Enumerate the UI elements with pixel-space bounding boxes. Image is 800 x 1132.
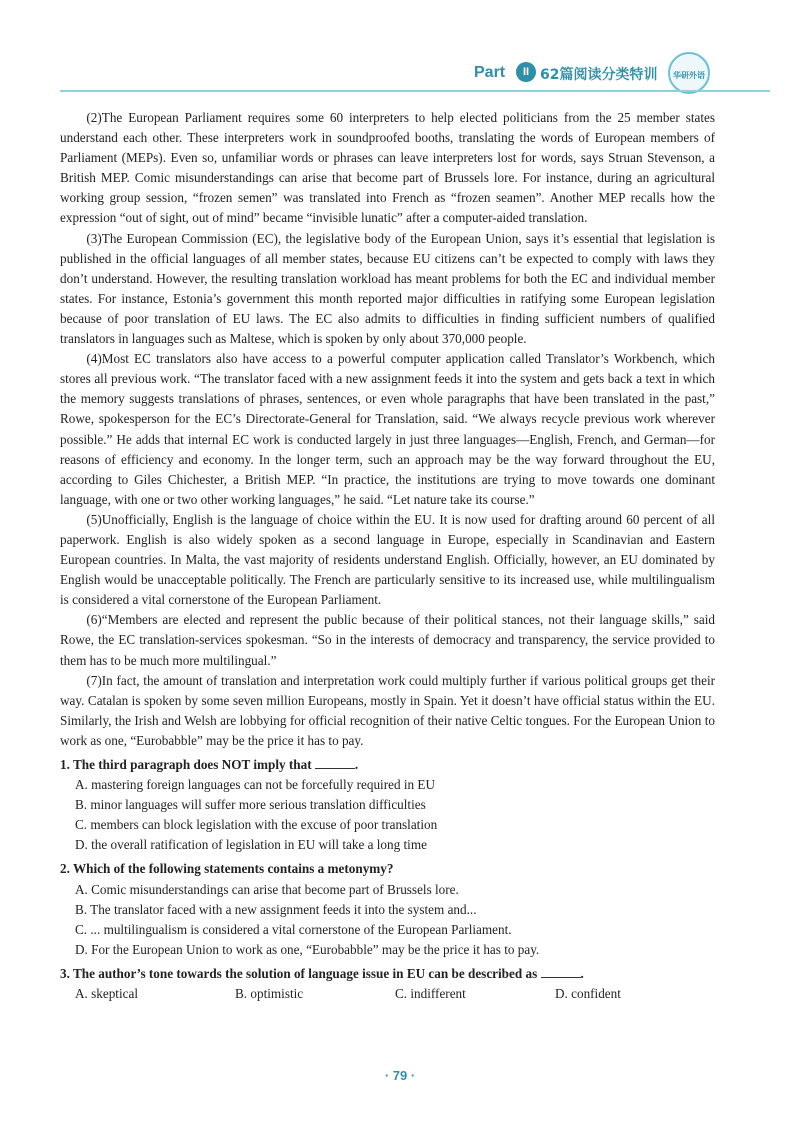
passage-content [60, 108, 715, 1004]
option-c: C. members can block legislation with the excuse of poor translation [75, 817, 438, 833]
question-stem [60, 755, 715, 775]
option-a: A. skeptical [75, 986, 138, 1002]
part-numeral-badge: II [516, 62, 536, 82]
question-text: 3. The author’s tone towards the solution of language issue in EU can be described as [60, 965, 538, 981]
part-label: Part [474, 64, 506, 81]
paragraph-6: (6)“Members are elected and represent the public because of their political stances, not their language skills,” said Rowe, the EC translation-services spokesman. “So in the interests of democracy and transparency, the service provided to them has to be much more multilingual.” [60, 612, 715, 668]
paragraph-7: (7)In fact, the amount of translation and interpretation work could multiply further if various political groups get their way. Catalan is spoken by some seven million Europeans, mostly in Spain. Yet it doesn’t have official status within the EU. Similarly, the Irish and Welsh are lobbying for official recognition of their native Celtic tongues. For the European Union to work as one, “Eurobabble” may be the price it has to pay. [60, 672, 715, 748]
question-stem [60, 964, 715, 984]
answer-blank [315, 757, 355, 769]
question-end: . [580, 965, 584, 981]
option-c: C. ... multilingualism is considered a vital cornerstone of the European Parliament. [75, 921, 512, 937]
publisher-logo [668, 52, 710, 94]
question-1 [60, 755, 715, 855]
question-3 [60, 964, 715, 1004]
option-a: A. mastering foreign languages can not be forcefully required in EU [75, 777, 435, 793]
option-d: D. confident [555, 986, 621, 1002]
option-b: B. minor languages will suffer more serious translation difficulties [75, 797, 426, 813]
answer-blank [541, 966, 581, 978]
paragraph-3: (3)The European Commission (EC), the legislative body of the European Union, says it’s essential that legislation is published in the official languages of all member states, because EU citizens can’t be expected to comply with laws they don’t understand. However, the resulting translation workload has meant problems for both the EC and individual member states. For instance, Estonia’s government this month reported major difficulties in ratifying some European legislation because of poor translation of EU laws. The EC also admits to difficulties in finding sufficient numbers of qualified translators in languages such as Maltese, which is spoken by only about 370,000 people. [60, 230, 715, 347]
paragraph-2: (2)The European Parliament requires some 60 interpreters to help elected politicians from the 25 member states understand each other. These interpreters work in soundproofed booths, translating the words of European members of Parliament (MEPs). Even so, unfamiliar words or phrases can leave interpreters lost for words, says Struan Stevenson, a British MEP. Comic misunderstandings can arise that become part of Brussels lore. For instance, during an agricultural working group session, “frozen semen” was translated into French as “frozen seamen”. Another MEP recalls how the expression “out of sight, out of mind” became “invisible lunatic” after a computer-aided translation. [60, 110, 715, 226]
option-b: B. optimistic [235, 986, 304, 1002]
option-d: D. For the European Union to work as one, “Eurobabble” may be the price it has to pay. [75, 941, 540, 957]
page-number: · 79 · [384, 1068, 416, 1083]
option-d: D. the overall ratification of legislation in EU will take a long time [75, 837, 427, 853]
question-2 [60, 859, 715, 959]
paragraph-4: (4)Most EC translators also have access to a powerful computer application called Translator’s Workbench, which stores all previous work. “The translator faced with a new assignment feeds it into the system and gets back a text in which the memory suggests translations of phrases, sentences, or even whole paragraphs that have been translated in the past,” Rowe, spokesperson for the EC’s Directorate-General for Translation, said. “We always recycle previous work wherever possible.” He adds that internal EC work is conducted largely in just three languages—English, French, and German—for reasons of efficiency and economy. In the longer term, such an approach may be the way forward throughout the EU, according to Giles Chichester, a British MEP. “In practice, the institutions are trying to move towards one dominant language, with one or two other working languages,” he said. “Let nature take its course.” [60, 351, 715, 507]
paragraph-5: (5)Unofficially, English is the language of choice within the EU. It is now used for drafting around 60 percent of all paperwork. English is also widely spoken as a second language in Europe, especially in Scandinavian and Eastern European countries. In Malta, the vast majority of residents understand English. Officially, however, an EU dominated by English would be unacceptable politically. The French are particularly sensitive to its increased use, while multilingualism is considered a vital cornerstone of the European Parliament. [60, 511, 715, 608]
option-c: C. indifferent [395, 986, 466, 1002]
option-b: B. The translator faced with a new assignment feeds it into the system and... [75, 901, 477, 917]
question-text: 1. The third paragraph does NOT imply that [60, 757, 312, 772]
question-stem: 2. Which of the following statements contains a metonymy? [60, 861, 394, 877]
logo-text: 华研外语 [673, 71, 705, 80]
options-row [60, 984, 715, 1004]
question-end: . [354, 757, 359, 772]
option-a: A. Comic misunderstandings can arise that become part of Brussels lore. [75, 881, 459, 897]
section-title: 62篇阅读分类特训 [540, 67, 658, 83]
header-divider [60, 90, 770, 92]
